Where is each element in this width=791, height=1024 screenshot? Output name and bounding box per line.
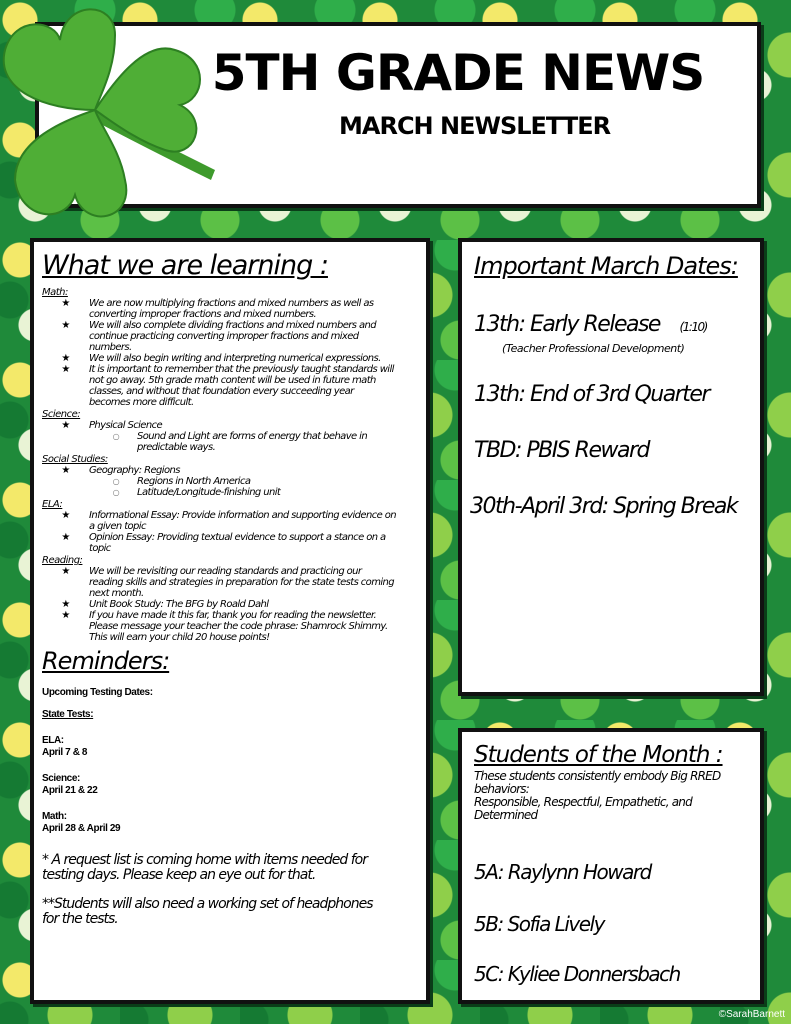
sub-item-text: Latitude/Longitude-finishing unit (137, 487, 281, 498)
star-bullet-icon: ★ (61, 353, 70, 364)
list-item-text: Opinion Essay: Providing textual evidence to support a stance on a topic (89, 532, 386, 554)
test-dates: April 7 & 8 (42, 747, 88, 758)
test-dates: April 21 & 22 (42, 785, 98, 796)
list-item (42, 532, 396, 554)
sub-list-item (42, 476, 396, 487)
list-item-text: We are now multiplying fractions and mixed numbers as well as converting improper fractions and mixed numbers. (89, 298, 374, 320)
star-bullet-icon: ★ (61, 298, 70, 309)
list-item (42, 364, 396, 408)
list-item (42, 298, 396, 320)
shamrock-icon (0, 0, 225, 240)
list-item-text: We will also complete dividing fractions and mixed numbers and continue practicing converting improper fractions and mixed numbers. (89, 320, 376, 353)
copyright: ©SarahBarnett (718, 1009, 785, 1020)
list-item-text: Physical Science (89, 420, 163, 431)
list-item-text: Geography: Regions (89, 465, 180, 476)
list-item-text: It is important to remember that the previously taught standards will not go away. 5th grade math content will be used in future math classes, and without that foundation every succeeding year becomes more difficult. (89, 364, 394, 408)
test-dates (42, 735, 426, 835)
list-item-text: Informational Essay: Provide information and supporting evidence on a given topic (89, 510, 396, 532)
list-item-text: We will be revisiting our reading standards and practicing our reading skills and strategies in preparation for the state tests coming next month. (89, 566, 395, 599)
circle-bullet-icon: ○ (112, 488, 119, 497)
list-item (42, 566, 396, 599)
section-label: Social Studies: (42, 454, 108, 465)
subject-sections (34, 287, 426, 643)
student-name: 5C: Kyliee Donnersbach (474, 962, 680, 986)
test-dates: April 28 & April 29 (42, 823, 121, 834)
student-name: 5A: Raylynn Howard (474, 860, 651, 884)
newsletter-title: 5TH GRADE NEWS (211, 44, 705, 102)
list-item-text: If you have made it this far, thank you for reading the newsletter. Please message your teacher the code phrase: Shamrock Shimmy. This will earn your child 20 house points! (89, 610, 388, 643)
circle-bullet-icon: ○ (112, 477, 119, 486)
circle-bullet-icon: ○ (112, 432, 119, 441)
list-item (42, 599, 396, 610)
sub-list-item (42, 431, 396, 453)
star-bullet-icon: ★ (61, 566, 70, 577)
date-item: TBD: PBIS Reward (474, 438, 649, 463)
star-bullet-icon: ★ (61, 420, 70, 431)
list-item (42, 510, 396, 532)
reminders-heading: Reminders: (42, 647, 170, 675)
student-name: 5B: Sofia Lively (474, 912, 604, 936)
learning-heading: What we are learning : (42, 250, 328, 281)
date-item: 13th: End of 3rd Quarter (474, 382, 709, 407)
sub-list-item (42, 487, 396, 498)
list-item-text: We will also begin writing and interpreting numerical expressions. (89, 353, 381, 364)
star-bullet-icon: ★ (61, 610, 70, 621)
test-subject: Math: (42, 811, 67, 822)
state-tests-label: State Tests: (42, 709, 94, 720)
section-label: Math: (42, 287, 68, 298)
headphones-note: **Students will also need a working set of headphones for the tests. (42, 896, 373, 927)
star-bullet-icon: ★ (61, 510, 70, 521)
date-note: (Teacher Professional Development) (502, 342, 685, 355)
list-item (42, 420, 396, 431)
students-heading: Students of the Month : (474, 742, 723, 768)
date-time: (1:10) (679, 320, 707, 334)
date-item: 13th: Early Release (1:10) (474, 312, 707, 337)
date-item: 30th-April 3rd: Spring Break (470, 494, 738, 519)
test-subject: ELA: (42, 735, 64, 746)
star-bullet-icon: ★ (61, 364, 70, 375)
test-entry (42, 735, 426, 759)
newsletter-subtitle: MARCH NEWSLETTER (339, 112, 611, 140)
list-item (42, 465, 396, 476)
list-item (42, 320, 396, 353)
star-bullet-icon: ★ (61, 532, 70, 543)
star-bullet-icon: ★ (61, 320, 70, 331)
sub-item-text: Regions in North America (137, 476, 251, 487)
list-item (42, 610, 396, 643)
star-bullet-icon: ★ (61, 599, 70, 610)
star-bullet-icon: ★ (61, 465, 70, 476)
test-subject: Science: (42, 773, 80, 784)
section-label: Science: (42, 409, 81, 420)
important-dates-panel (458, 238, 764, 696)
request-list-note: * A request list is coming home with items needed for testing days. Please keep an eye out for that. (42, 852, 367, 883)
dates-heading: Important March Dates: (474, 252, 738, 280)
list-item-text: Unit Book Study: The BFG by Roald Dahl (89, 599, 269, 610)
test-entry (42, 773, 426, 797)
learning-panel (30, 238, 430, 1004)
section-label: ELA: (42, 499, 63, 510)
students-traits: Responsible, Respectful, Empathetic, and Determined (474, 795, 692, 822)
section-label: Reading: (42, 555, 83, 566)
test-entry (42, 811, 426, 835)
list-item (42, 353, 396, 364)
students-of-month-panel (458, 728, 764, 1004)
students-description: These students consistently embody Big RRED behaviors: (474, 769, 721, 796)
upcoming-testing-label: Upcoming Testing Dates: (42, 687, 153, 698)
sub-item-text: Sound and Light are forms of energy that behave in predictable ways. (137, 431, 368, 453)
